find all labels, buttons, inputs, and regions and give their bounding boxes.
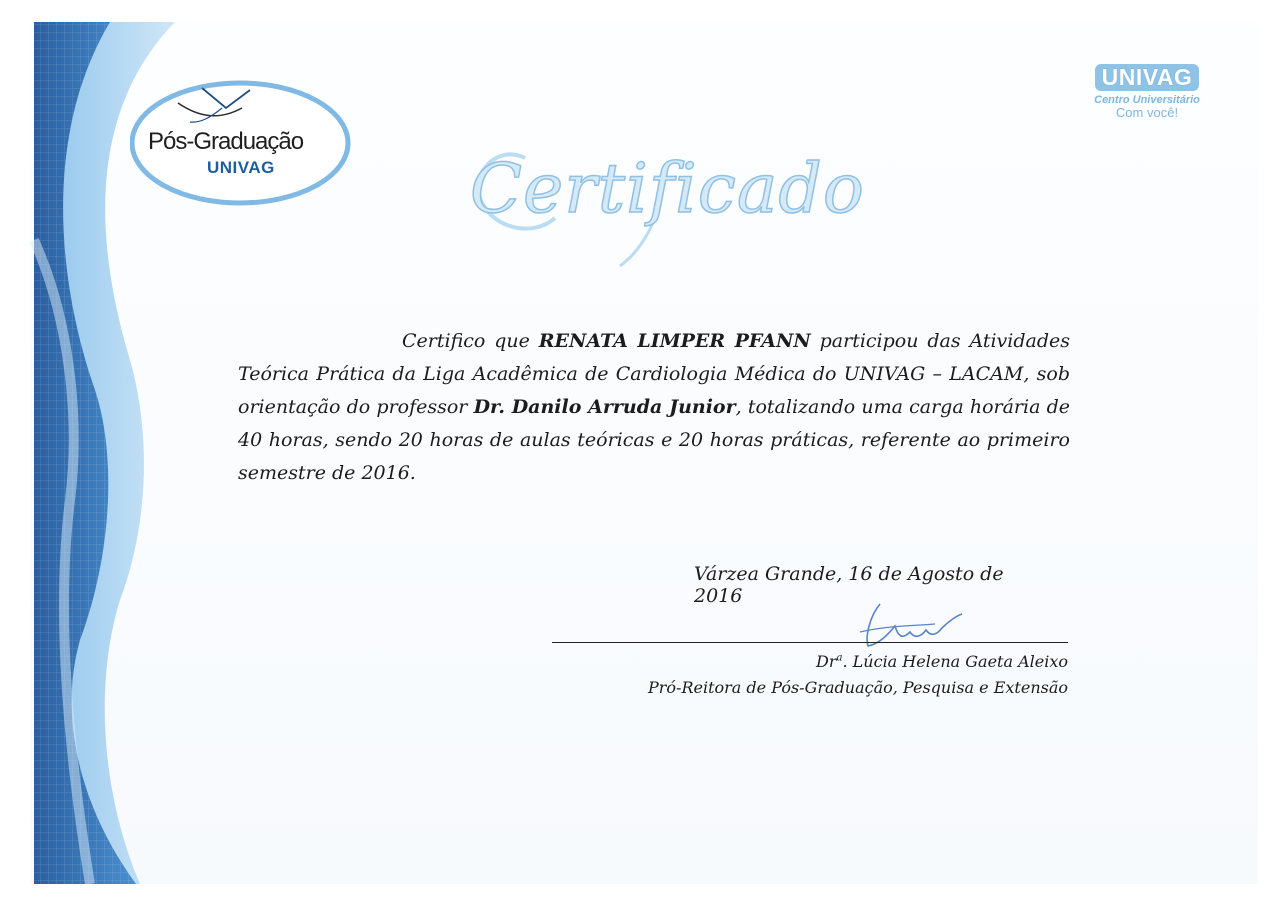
univag-logo-subtitle: Centro Universitário <box>1094 94 1200 106</box>
certificate-body <box>238 325 1070 490</box>
body-part2: , totalizando uma carga horária de 40 horas, sendo 20 horas de aulas teóricas e 20 horas práticas, referente ao primeiro semestre de 2016. <box>238 396 1071 484</box>
univag-logo <box>1088 64 1206 120</box>
body-lead: Certifico que <box>402 330 539 352</box>
certificate-heading: Certificado <box>470 150 865 229</box>
signer-title: Pró-Reitora de Pós-Graduação, Pesquisa e Extensão <box>647 678 1068 697</box>
univag-logo-slogan: Com você! <box>1115 105 1179 120</box>
univag-logo-brand: UNIVAG <box>1095 64 1200 91</box>
recipient-name: RENATA LIMPER PFANN <box>538 330 811 352</box>
signer-prefix-sup: a <box>836 652 843 664</box>
issue-date: Várzea Grande, 16 de Agosto de 2016 <box>694 563 1004 607</box>
signer-name <box>552 652 1068 671</box>
professor-name: Dr. Danilo Arruda Junior <box>473 396 736 418</box>
handwritten-signature <box>840 596 980 656</box>
signature-line <box>552 642 1068 643</box>
signer-name-text: . Lúcia Helena Gaeta Aleixo <box>842 652 1068 671</box>
pos-graduacao-logo-title: Pós-Graduação <box>148 128 304 155</box>
body-part1: participou das Atividades Teórica Prática da Liga Acadêmica de Cardiologia Médica do UNIVAG – LACAM, sob orientação do professor <box>238 330 1071 418</box>
pos-graduacao-logo-brand: UNIVAG <box>207 158 275 177</box>
signer-prefix: Dr <box>816 652 837 671</box>
